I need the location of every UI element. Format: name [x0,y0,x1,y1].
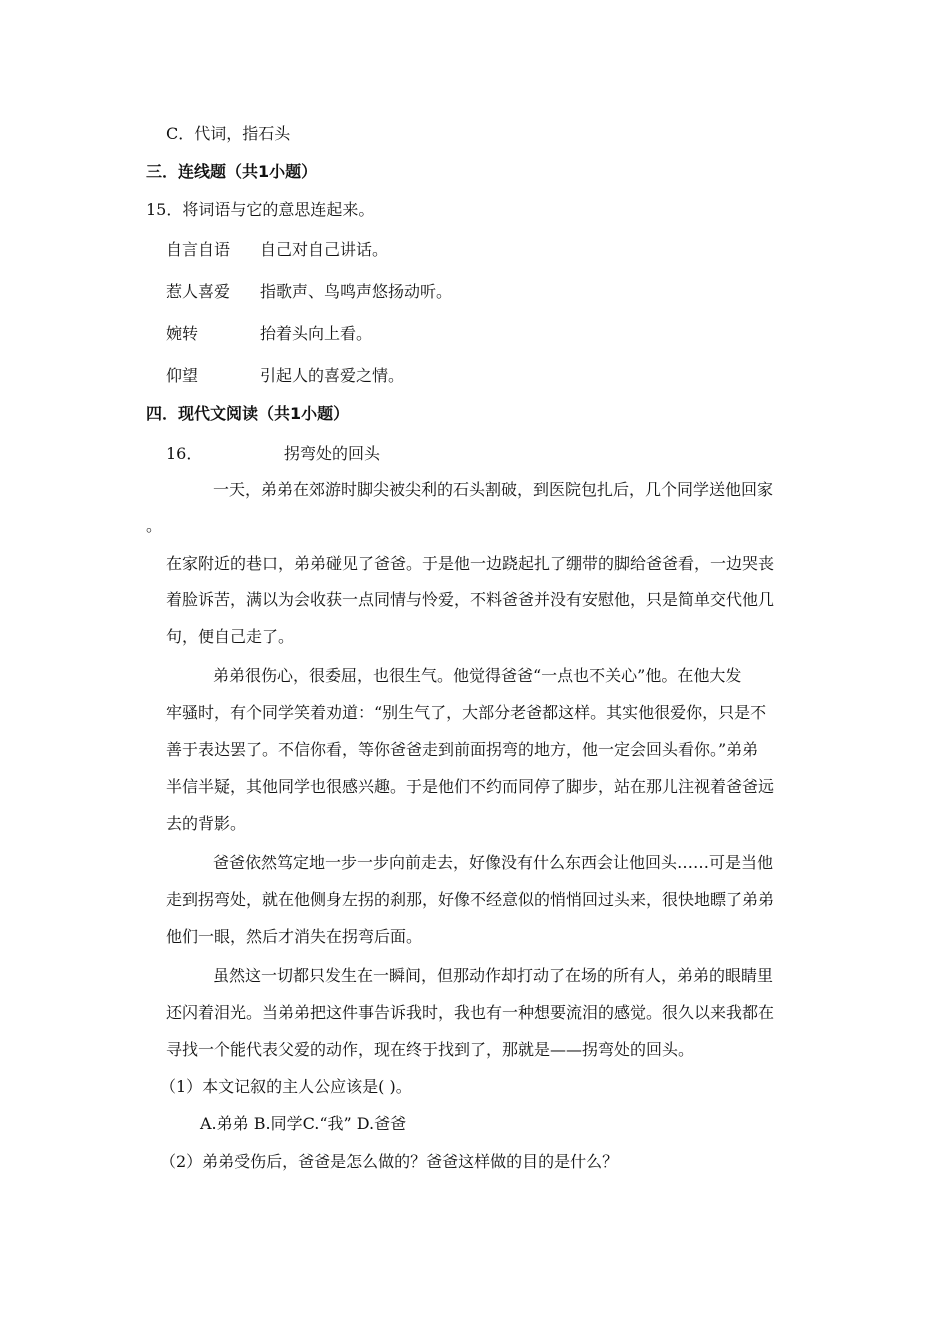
matching-meaning: 抬着头向上看。 [260,324,373,343]
matching-word: 婉转 [166,324,199,343]
sub-question-2: （2）弟弟受伤后，爸爸是怎么做的？爸爸这样做的目的是什么？ [160,1152,619,1171]
passage-line: 走到拐弯处，就在他侧身左拐的刹那，好像不经意似的悄悄回过头来，很快地瞟了弟弟 [166,890,775,909]
option-c: C．代词，指石头 [166,124,291,143]
matching-word: 仰望 [166,366,199,385]
passage-line: 去的背影。 [166,814,247,833]
passage-line: 虽然这一切都只发生在一瞬间，但那动作却打动了在场的所有人，弟弟的眼睛里 [213,966,774,985]
passage-line: 句，便自己走了。 [166,627,295,646]
matching-meaning: 引起人的喜爱之情。 [260,366,405,385]
passage-line: 。 [146,516,163,535]
passage-line: 爸爸依然笃定地一步一步向前走去，好像没有什么东西会让他回头……可是当他 [213,853,774,872]
passage-line: 着脸诉苦，满以为会收获一点同情与怜爱，不料爸爸并没有安慰他，只是简单交代他几 [166,590,775,609]
matching-word: 自言自语 [166,240,231,259]
matching-word: 惹人喜爱 [166,282,231,301]
question-15-stem: 15．将词语与它的意思连起来。 [146,200,375,219]
sub-question-1-options: A.弟弟 B.同学C.“我” D.爸爸 [200,1114,407,1133]
matching-meaning: 指歌声、鸟鸣声悠扬动听。 [260,282,453,301]
passage-line: 还闪着泪光。当弟弟把这件事告诉我时，我也有一种想要流泪的感觉。很久以来我都在 [166,1003,775,1022]
passage-line: 牢骚时，有个同学笑着劝道：“别生气了，大部分老爸都这样。其实他很爱你，只是不 [166,703,767,722]
passage-line: 善于表达罢了。不信你看，等你爸爸走到前面拐弯的地方，他一定会回头看你。”弟弟 [166,740,759,759]
passage-line: 在家附近的巷口，弟弟碰见了爸爸。于是他一边跷起扎了绷带的脚给爸爸看，一边哭丧 [166,554,775,573]
passage-title: 拐弯处的回头 [284,444,381,463]
section-4-title: 四．现代文阅读（共1小题） [146,404,350,423]
passage-line: 半信半疑，其他同学也很感兴趣。于是他们不约而同停了脚步，站在那儿注视着爸爸远 [166,777,775,796]
passage-line: 一天，弟弟在郊游时脚尖被尖利的石头割破，到医院包扎后，几个同学送他回家 [213,480,774,499]
matching-meaning: 自己对自己讲话。 [260,240,389,259]
passage-line: 他们一眼，然后才消失在拐弯后面。 [166,927,423,946]
question-16-number: 16． [166,444,203,463]
sub-question-1: （1）本文记叙的主人公应该是( )。 [160,1077,412,1096]
passage-line: 寻找一个能代表父爱的动作，现在终于找到了，那就是——拐弯处的回头。 [166,1040,695,1059]
passage-line: 弟弟很伤心，很委屈，也很生气。他觉得爸爸“一点也不关心”他。在他大发 [213,666,742,685]
section-3-title: 三．连线题（共1小题） [146,162,318,181]
